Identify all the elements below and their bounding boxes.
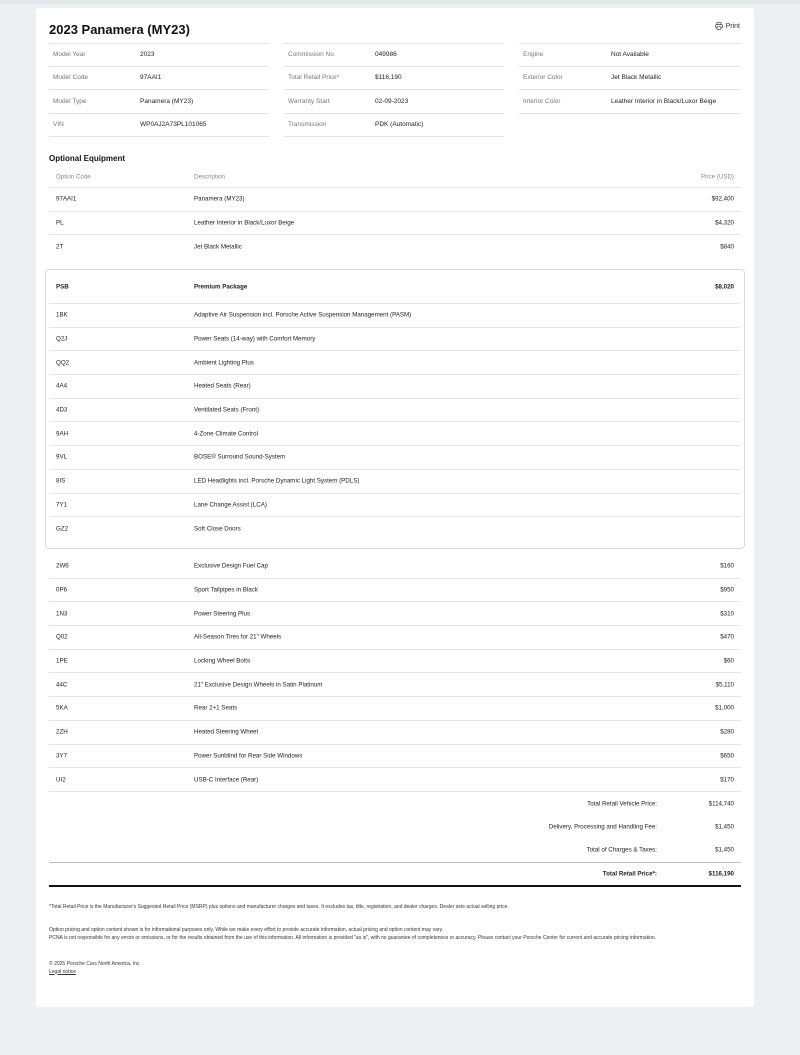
total-label: Total Retail Vehicle Price: (587, 800, 657, 808)
table-row (49, 602, 741, 626)
option-code: 9VL (56, 453, 68, 461)
page-title: 2023 Panamera (MY23) (49, 22, 190, 37)
option-code: 2ZH (56, 728, 68, 736)
total-value: $1,450 (715, 823, 734, 831)
option-code: 2T (56, 243, 64, 251)
option-description: Adaptive Air Suspension incl. Porsche Active Suspension Management (PASM) (194, 311, 412, 319)
option-price: $840 (720, 243, 734, 251)
column-header-description: Description (194, 173, 225, 180)
disclaimer-line-1: Option pricing and option content shown is for informational purposes only. While we make every effort to provide accurate information, actual pricing and option content may vary. (49, 927, 444, 933)
package-code: PSB (56, 283, 69, 290)
option-description: Sport Tailpipes in Black (194, 586, 258, 594)
copyright-block (49, 961, 741, 976)
option-code: GZ2 (56, 525, 69, 533)
spec-value: Leather Interior in Black/Luxor Beige (611, 97, 717, 105)
option-code: 9AH (56, 430, 69, 438)
option-description: LED Headlights incl. Porsche Dynamic Light System (PDLS) (194, 477, 360, 485)
option-description: USB-C Interface (Rear) (194, 776, 259, 784)
vehicle-summary-card (36, 8, 754, 1007)
package-item-row (50, 351, 740, 375)
spec-value: Jet Black Metallic (611, 74, 662, 82)
spec-row (49, 67, 269, 91)
spec-label: Warranty Start (288, 97, 330, 105)
option-code: 97AAI1 (56, 195, 77, 203)
spec-value: $116,190 (375, 74, 402, 82)
total-label: Total of Charges & Taxes: (586, 846, 657, 854)
option-price: $1,000 (715, 704, 734, 712)
column-header-price: Price (USD) (700, 173, 734, 180)
option-code: 5KA (56, 704, 68, 712)
table-row (49, 768, 741, 792)
option-code: 3Y7 (56, 752, 68, 760)
option-description: Jet Black Metallic (194, 243, 242, 251)
spec-row (519, 43, 741, 67)
spec-label: Interior Color (523, 97, 561, 105)
package-item-row (50, 328, 740, 352)
package-item-row (50, 422, 740, 446)
table-row (49, 555, 741, 579)
table-row (49, 673, 741, 697)
total-row (49, 816, 741, 840)
spec-row (49, 114, 269, 138)
footnote: *Total Retail Price is the Manufacturer's Suggested Retail Price (MSRP) plus options and manufacturer charges and taxes. It excludes tax, title, registration, and dealer charges. Dealer sets actual selling price. (49, 904, 509, 910)
option-description: Ventilated Seats (Front) (194, 406, 260, 414)
option-price: $92,400 (711, 195, 734, 203)
option-description: Heated Seats (Rear) (194, 382, 251, 390)
option-price: $950 (720, 586, 734, 594)
copyright: © 2025 Porsche Cars North America, Inc. (49, 961, 141, 967)
option-description: All-Season Tires for 21" Wheels (194, 633, 282, 641)
total-label: Delivery, Processing and Handling Fee: (548, 823, 657, 831)
option-code: 1BK (56, 311, 68, 319)
option-description: Rear 2+1 Seats (194, 704, 238, 712)
package-header-row (50, 270, 740, 304)
spec-row (519, 67, 741, 91)
option-price: $4,320 (715, 219, 734, 227)
spec-column-1 (49, 43, 269, 137)
option-description: 4-Zone Climate Control (194, 430, 258, 438)
printer-icon (715, 22, 723, 30)
premium-package-group (45, 269, 745, 549)
package-item-row (50, 375, 740, 399)
option-description: Soft Close Doors (194, 525, 241, 533)
price-totals (49, 792, 741, 887)
package-price: $8,020 (715, 283, 734, 290)
package-item-row (50, 494, 740, 518)
option-code: 7Y1 (56, 501, 68, 509)
table-row (49, 188, 741, 212)
final-total-row (49, 863, 741, 887)
spec-label: VIN (53, 121, 64, 129)
print-button[interactable] (715, 22, 740, 30)
option-price: $650 (720, 752, 734, 760)
table-row (49, 626, 741, 650)
option-code: 0P6 (56, 586, 68, 594)
spec-column-3 (519, 43, 741, 114)
spec-value: Not Available (611, 51, 649, 59)
package-description: Premium Package (194, 283, 248, 290)
spec-label: Commission No. (288, 51, 336, 59)
table-row (49, 235, 741, 259)
spec-value: 02-09-2023 (375, 97, 409, 105)
option-description: Locking Wheel Bolts (194, 657, 251, 665)
option-code: 1PE (56, 657, 68, 665)
legal-notice-link[interactable]: Legal notice (49, 968, 76, 975)
option-code: 4A4 (56, 382, 68, 390)
package-item-row (50, 446, 740, 470)
option-code: 1N3 (56, 610, 68, 618)
table-row (49, 697, 741, 721)
option-description: Power Sunblind for Rear Side Windows (194, 752, 303, 760)
spec-row (284, 67, 504, 91)
option-code: UI2 (56, 776, 66, 784)
package-item-row (50, 470, 740, 494)
spec-value: Panamera (MY23) (140, 97, 194, 105)
option-description: Panamera (MY23) (194, 195, 245, 203)
spec-column-2 (284, 43, 504, 137)
option-price: $170 (720, 776, 734, 784)
table-row (49, 650, 741, 674)
option-price: $470 (720, 633, 734, 641)
table-row (49, 745, 741, 769)
total-value: $114,740 (708, 800, 734, 808)
spec-row (519, 90, 741, 114)
column-header-code: Option Code (56, 173, 91, 180)
option-description: Lane Change Assist (LCA) (194, 501, 267, 509)
spec-label: Exterior Color (523, 74, 563, 82)
option-code: 44C (56, 681, 68, 689)
table-row (49, 212, 741, 236)
option-code: Q2J (56, 335, 68, 343)
table-row (49, 721, 741, 745)
option-price: $280 (720, 728, 734, 736)
option-code: PL (56, 219, 64, 227)
option-code: QQ2 (56, 359, 70, 367)
spec-label: Engine (523, 51, 544, 59)
spec-row (284, 114, 504, 138)
package-item-row (50, 399, 740, 423)
top-strip (0, 0, 800, 4)
option-description: Leather Interior in Black/Luxor Beige (194, 219, 295, 227)
final-total-value: $116,190 (708, 870, 734, 877)
spec-value: 97AAI1 (140, 74, 162, 82)
option-price: $310 (720, 610, 734, 618)
options-table-bottom (49, 555, 741, 792)
table-header (49, 166, 741, 188)
option-code: 4D3 (56, 406, 68, 414)
option-description: Power Steering Plus (194, 610, 251, 618)
total-row (49, 839, 741, 863)
disclaimer (49, 927, 741, 942)
disclaimer-line-2: PCNA is not responsible for any errors or omissions, or for the results obtained from the use of this information. All information is provided "as is", with no guarantee of completeness or accuracy. Please contact your Porsche Center for current and accurate pricing information. (49, 934, 657, 941)
option-description: 21" Exclusive Design Wheels in Satin Platinum (194, 681, 323, 689)
option-description: Exclusive Design Fuel Cap (194, 562, 268, 570)
spec-label: Model Type (53, 97, 87, 105)
optional-equipment-heading: Optional Equipment (49, 154, 125, 163)
spec-label: Model Year (53, 51, 86, 59)
total-row (49, 792, 741, 816)
option-description: Heated Steering Wheel (194, 728, 258, 736)
package-item-row (50, 304, 740, 328)
print-label: Print (725, 22, 740, 30)
spec-row (49, 90, 269, 114)
spec-row (284, 90, 504, 114)
option-price: $5,110 (715, 681, 734, 689)
spec-value: PDK (Automatic) (375, 121, 424, 129)
option-description: Ambient Lighting Plus (194, 359, 254, 367)
spec-value: WP0AJ2A73PL101065 (140, 121, 207, 129)
spec-label: Total Retail Price* (288, 74, 340, 82)
spec-row (49, 43, 269, 67)
option-description: BOSE® Surround Sound-System (194, 453, 286, 461)
spec-value: 2023 (140, 51, 155, 59)
spec-label: Transmission (288, 121, 327, 129)
final-total-label: Total Retail Price*: (602, 870, 657, 877)
option-price: $60 (723, 657, 734, 665)
total-value: $1,450 (715, 846, 734, 854)
spec-value: 049986 (375, 51, 397, 59)
spec-row (284, 43, 504, 67)
option-code: 2W6 (56, 562, 69, 570)
option-price: $160 (720, 562, 734, 570)
option-code: 8IS (56, 477, 66, 485)
table-row (49, 579, 741, 603)
options-table-top (49, 166, 741, 259)
option-code: Q02 (56, 633, 68, 641)
option-description: Power Seats (14-way) with Comfort Memory (194, 335, 316, 343)
spec-label: Model Code (53, 74, 89, 82)
package-item-row (50, 517, 740, 541)
